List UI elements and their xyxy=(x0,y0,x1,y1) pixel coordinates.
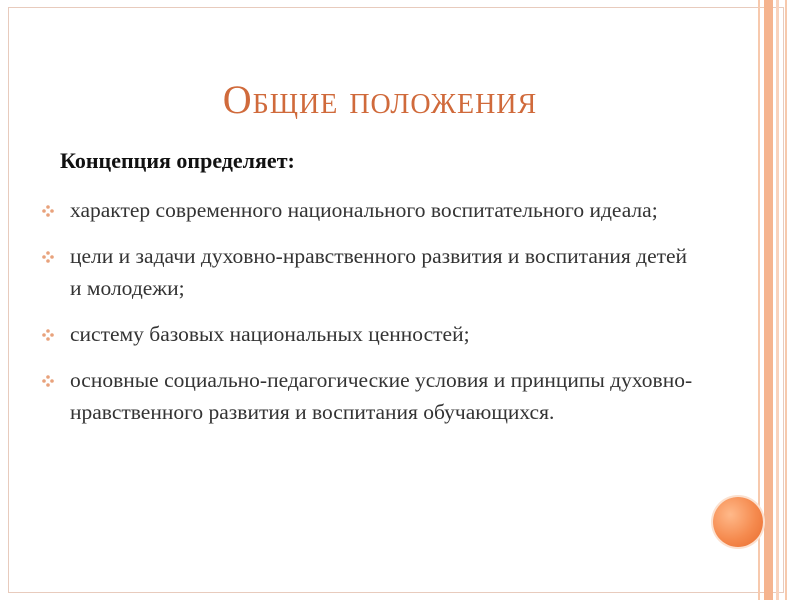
decorative-circle xyxy=(713,497,763,547)
decorative-stripe xyxy=(785,0,787,600)
list-item xyxy=(42,364,702,428)
bullet-text: основные социально-педагогические условия и принципы духовно-нравственного развития и воспитания обучающихся. xyxy=(70,368,693,424)
slide-heading: Концепция определяет: xyxy=(60,148,295,173)
list-item xyxy=(42,318,702,350)
diamond-dots-icon xyxy=(42,205,54,217)
list-item xyxy=(42,240,702,304)
decorative-stripe xyxy=(764,0,773,600)
bullet-text: цели и задачи духовно-нравственного развития и воспитания детей и молодежи; xyxy=(70,244,688,300)
diamond-dots-icon xyxy=(42,251,54,263)
bullet-text: характер современного национального воспитательного идеала; xyxy=(70,198,658,222)
decorative-stripe xyxy=(776,0,779,600)
list-item xyxy=(42,194,702,226)
bullet-list xyxy=(42,194,702,442)
bullet-text: систему базовых национальных ценностей; xyxy=(70,322,470,346)
slide-title: Общие положения xyxy=(222,77,538,122)
diamond-dots-icon xyxy=(42,375,54,387)
diamond-dots-icon xyxy=(42,329,54,341)
